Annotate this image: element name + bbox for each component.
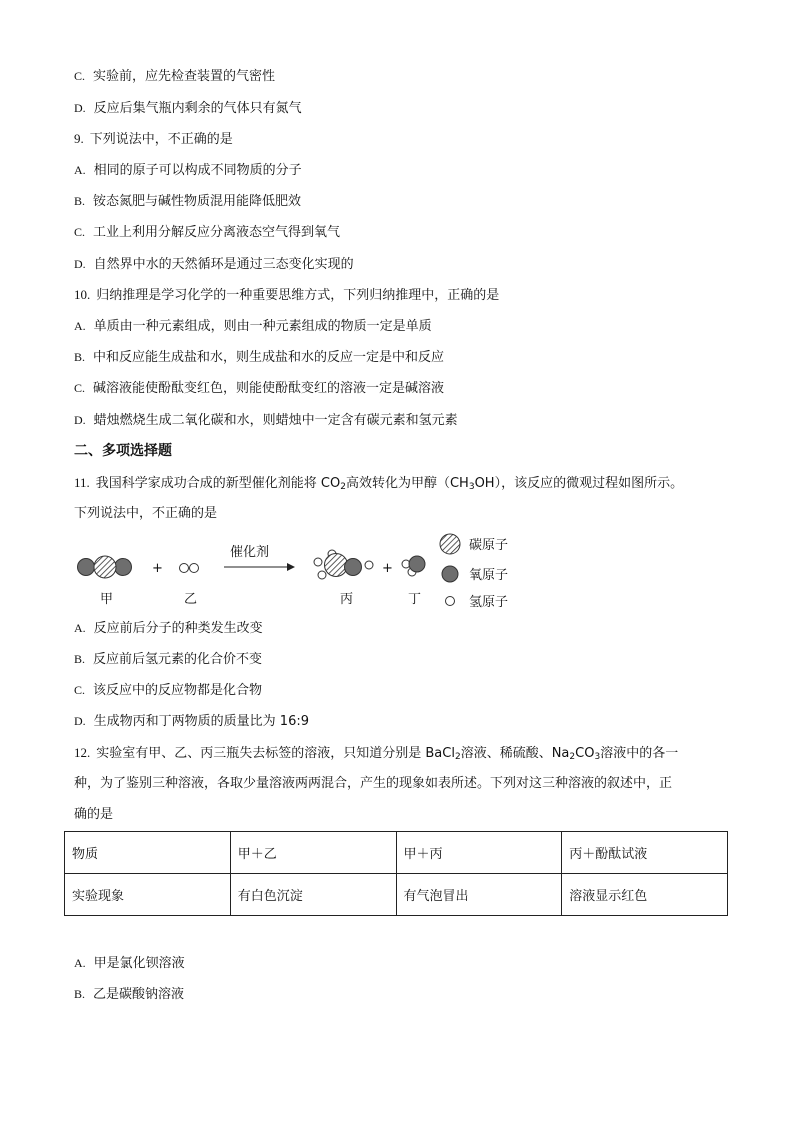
option-letter: C. xyxy=(74,381,86,395)
q11-option-d xyxy=(74,712,309,731)
hydrogen-atom xyxy=(318,571,326,579)
q9-option-b xyxy=(74,192,301,211)
q10-option-b xyxy=(74,348,444,367)
q11-option-b xyxy=(74,650,262,669)
option-letter: D. xyxy=(74,101,86,115)
question-number: 10. xyxy=(74,287,91,302)
option-text: 反应后集气瓶内剩余的气体只有氮气 xyxy=(93,101,302,116)
oxygen-atom xyxy=(409,556,425,572)
oxygen-atom xyxy=(115,559,132,576)
label-ding: 丁 xyxy=(408,592,422,607)
question-number: 9. xyxy=(74,131,84,146)
reaction-diagram xyxy=(70,532,530,614)
q12-option-a xyxy=(74,954,185,973)
legend xyxy=(440,534,508,610)
table-cell: 甲＋乙 xyxy=(230,832,396,874)
stem-text: 溶液中的各一 xyxy=(600,746,679,761)
option-letter: A. xyxy=(74,319,86,333)
table-cell: 甲＋丙 xyxy=(396,832,562,874)
table-cell: 实验现象 xyxy=(65,874,231,916)
legend-hydrogen-label: 氢原子 xyxy=(469,595,509,610)
table-cell: 溶液显示红色 xyxy=(562,874,728,916)
q11-stem-line2: 下列说法中，不正确的是 xyxy=(74,506,218,521)
q12-stem xyxy=(74,744,678,763)
legend-carbon-swatch xyxy=(440,534,460,554)
q12-option-b xyxy=(74,985,184,1004)
hydrogen-atom xyxy=(190,564,199,573)
hydrogen-atom xyxy=(365,561,373,569)
plus-sign: + xyxy=(382,561,393,576)
oxygen-atom xyxy=(345,559,362,576)
option-letter: B. xyxy=(74,652,86,666)
legend-oxygen-label: 氧原子 xyxy=(469,568,509,583)
option-text: 实验前，应先检查装置的气密性 xyxy=(93,69,276,84)
question-number: 12. xyxy=(74,745,91,760)
option-text: 蜡烛燃烧生成二氧化碳和水，则蜡烛中一定含有碳元素和氢元素 xyxy=(93,413,458,428)
table-cell: 有气泡冒出 xyxy=(396,874,562,916)
q11-option-a xyxy=(74,619,263,638)
q12-stem-line3: 确的是 xyxy=(74,807,114,822)
legend-carbon-label: 碳原子 xyxy=(469,538,509,553)
stem-text: 实验室有甲、乙、丙三瓶失去标签的溶液，只知道分别是 BaCl xyxy=(96,746,455,761)
carbon-atom xyxy=(94,556,116,578)
table-cell: 丙＋酚酞试液 xyxy=(562,832,728,874)
q9-option-a xyxy=(74,161,302,180)
table-cell: 物质 xyxy=(65,832,231,874)
observation-table xyxy=(64,831,728,916)
q12-stem-line2: 种，为了鉴别三种溶液，各取少量溶液两两混合，产生的现象如表所述。下列对这三种溶液的叙述中，正 xyxy=(74,776,673,791)
q11-stem xyxy=(74,474,683,493)
option-text: 铵态氮肥与碱性物质混用能降低肥效 xyxy=(93,194,302,209)
option-text: 工业上利用分解反应分离液态空气得到氧气 xyxy=(93,225,341,240)
legend-hydrogen-swatch xyxy=(446,597,455,606)
label-bing: 丙 xyxy=(340,592,354,607)
question-number: 11. xyxy=(74,475,90,490)
q10-stem xyxy=(74,286,499,305)
q9-option-c xyxy=(74,223,340,242)
table-cell: 有白色沉淀 xyxy=(230,874,396,916)
option-text: 乙是碳酸钠溶液 xyxy=(93,987,185,1002)
stem-text: CO xyxy=(575,746,595,761)
option-text: 该反应中的反应物都是化合物 xyxy=(93,683,263,698)
subscript: 3 xyxy=(594,752,601,762)
molecule-jia xyxy=(78,556,132,578)
option-letter: D. xyxy=(74,257,86,271)
q8-option-d xyxy=(74,99,302,118)
option-text: 甲是氯化钡溶液 xyxy=(93,956,185,971)
option-text: 碱溶液能使酚酞变红色，则能使酚酞变红的溶液一定是碱溶液 xyxy=(93,381,445,396)
stem-text: 溶液、稀硫酸、Na xyxy=(460,746,570,761)
subscript: 2 xyxy=(340,482,346,492)
option-text: 相同的原子可以构成不同物质的分子 xyxy=(93,163,302,178)
option-letter: C. xyxy=(74,69,86,83)
option-text: 中和反应能生成盐和水，则生成盐和水的反应一定是中和反应 xyxy=(93,350,445,365)
stem-text: 我国科学家成功合成的新型催化剂能将 CO xyxy=(95,476,341,491)
subscript: 2 xyxy=(454,752,461,762)
option-text: 反应前后氢元素的化合价不变 xyxy=(93,652,263,667)
table-row xyxy=(65,874,728,916)
q9-stem xyxy=(74,130,233,149)
q10-option-a xyxy=(74,317,432,336)
option-text: 单质由一种元素组成，则由一种元素组成的物质一定是单质 xyxy=(93,319,432,334)
molecule-yi xyxy=(180,564,199,573)
question-stem: 归纳推理是学习化学的一种重要思维方式，下列归纳推理中，正确的是 xyxy=(96,288,500,303)
question-stem: 下列说法中，不正确的是 xyxy=(89,132,233,147)
option-letter: C. xyxy=(74,225,86,239)
catalyst-label: 催化剂 xyxy=(230,545,270,560)
label-jia: 甲 xyxy=(100,592,114,607)
option-letter: A. xyxy=(74,956,86,970)
legend-oxygen-swatch xyxy=(442,566,458,582)
option-letter: A. xyxy=(74,163,86,177)
option-letter: C. xyxy=(74,683,86,697)
q11-option-c xyxy=(74,681,262,700)
option-text: 反应前后分子的种类发生改变 xyxy=(93,621,263,636)
option-letter: B. xyxy=(74,350,86,364)
q10-option-d xyxy=(74,411,458,430)
q8-option-c xyxy=(74,67,275,86)
subscript: 3 xyxy=(468,482,475,492)
section-heading: 二、多项选择题 xyxy=(74,443,172,459)
molecule-ding xyxy=(402,556,425,576)
q10-option-c xyxy=(74,379,444,398)
oxygen-atom xyxy=(78,559,95,576)
option-letter: D. xyxy=(74,714,86,728)
carbon-atom xyxy=(325,554,348,577)
hydrogen-atom xyxy=(314,558,322,566)
molecule-bing xyxy=(314,550,373,579)
option-letter: A. xyxy=(74,621,86,635)
label-yi: 乙 xyxy=(184,592,198,607)
stem-text: 高效转化为甲醇（CH xyxy=(345,476,469,491)
option-text: 自然界中水的天然循环是通过三态变化实现的 xyxy=(93,257,354,272)
option-letter: D. xyxy=(74,413,86,427)
q9-option-d xyxy=(74,255,354,274)
stem-text: OH），该反应的微观过程如图所示。 xyxy=(474,476,684,491)
option-text: 生成物丙和丁两物质的质量比为 16:9 xyxy=(93,714,309,729)
option-letter: B. xyxy=(74,987,86,1001)
option-letter: B. xyxy=(74,194,86,208)
subscript: 2 xyxy=(569,752,576,762)
hydrogen-atom xyxy=(180,564,189,573)
table-header-row xyxy=(65,832,728,874)
plus-sign: + xyxy=(152,561,163,576)
